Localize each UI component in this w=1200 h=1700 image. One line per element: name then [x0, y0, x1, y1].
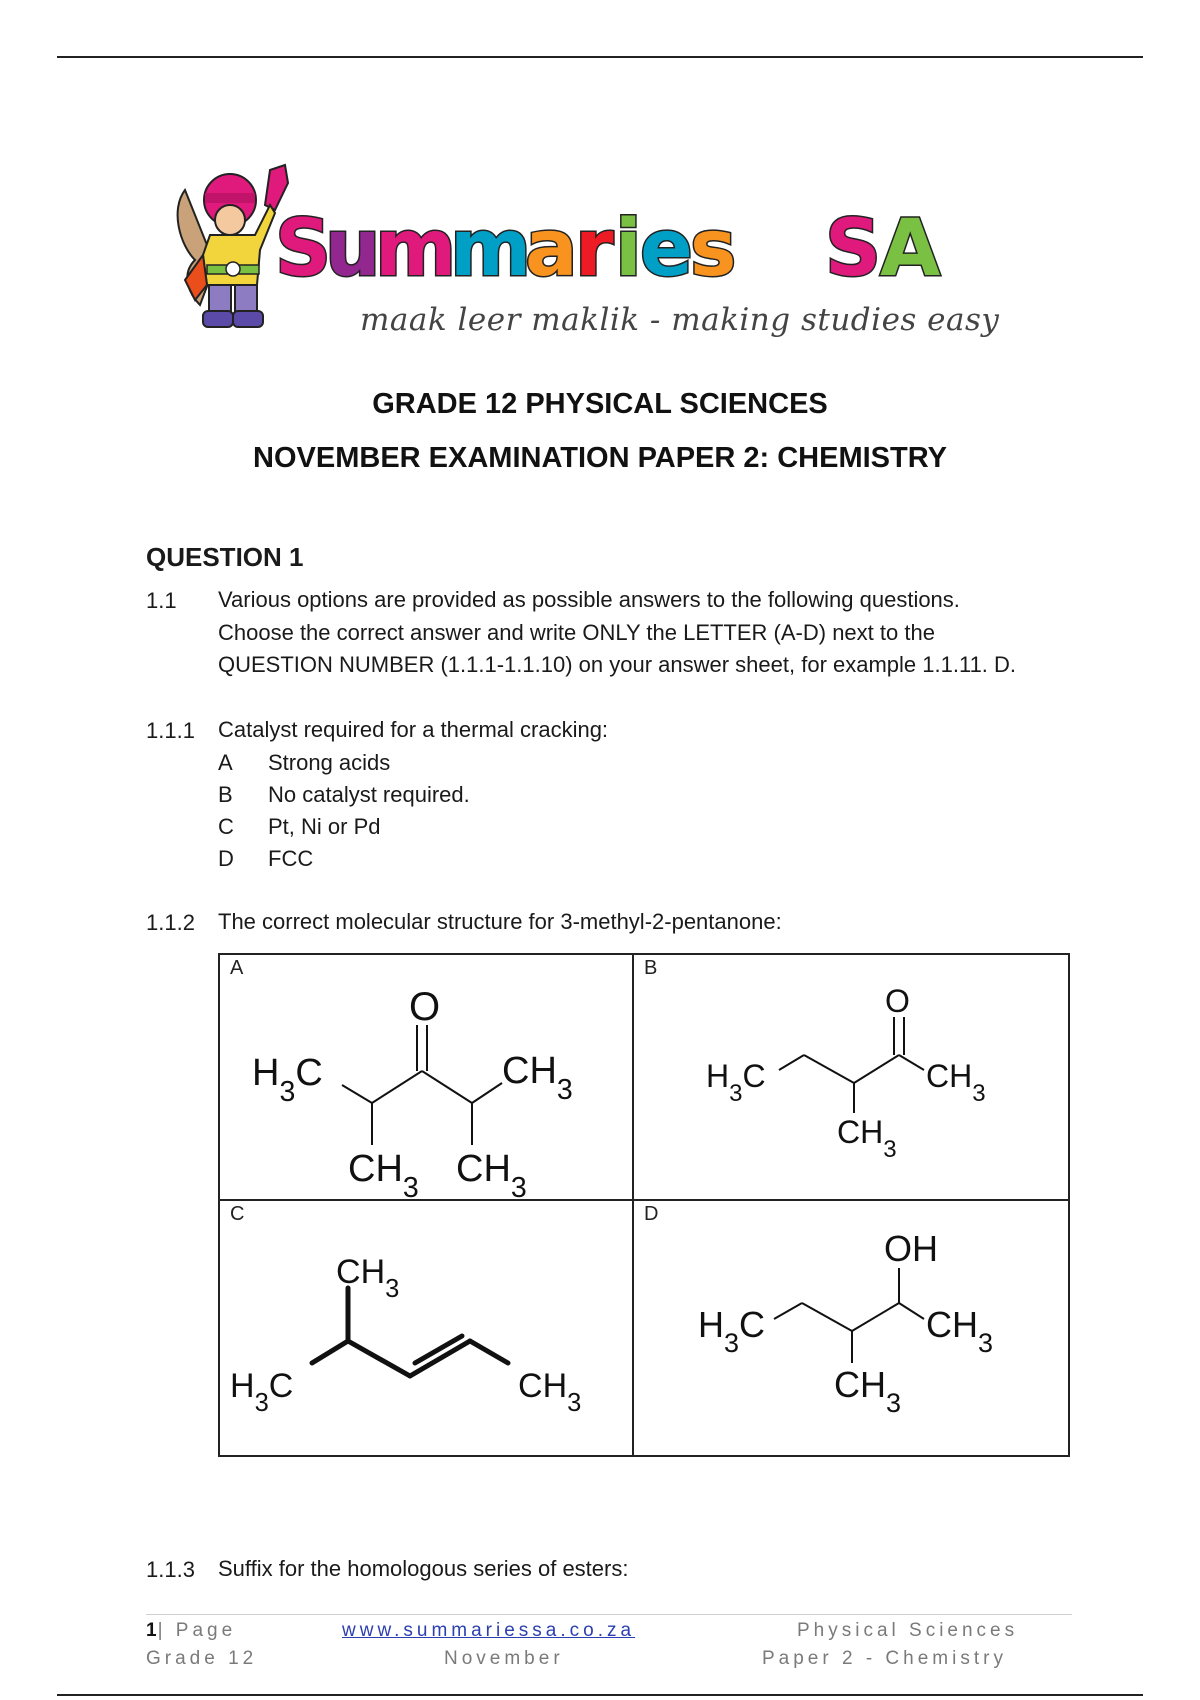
group-label: $CH_3$ [834, 1364, 902, 1418]
svg-text:S: S [825, 204, 882, 294]
website-link[interactable]: www.summariessa.co.za [342, 1620, 636, 1641]
cell-letter: A [230, 957, 244, 979]
group-label: $CH_3$ [926, 1058, 986, 1107]
instruction-line: Choose the correct answer and write ONLY the LETTER (A-D) next to the [218, 619, 935, 645]
group-label: $H_3C$ [706, 1058, 766, 1107]
question-heading: QUESTION 1 [146, 542, 304, 572]
svg-text:u: u [325, 204, 381, 294]
atom-label: OH [884, 1228, 939, 1269]
structure-cell-a [220, 955, 632, 1199]
structure-c-diagram [220, 1201, 632, 1457]
svg-text:e: e [640, 204, 693, 294]
svg-text:A: A [880, 204, 941, 294]
document-subtitle: NOVEMBER EXAMINATION PAPER 2: CHEMISTRY [253, 442, 947, 474]
question-number-1-1-3: 1.1.3 [146, 1557, 195, 1582]
footer-month: November [444, 1648, 564, 1669]
question-instructions [218, 584, 1016, 682]
mascot-image [178, 165, 288, 327]
page-label: | Page [157, 1620, 237, 1641]
cell-letter: B [644, 957, 658, 979]
svg-text:r: r [575, 204, 614, 294]
question-prompt: Suffix for the homologous series of esters: [218, 1556, 629, 1581]
instruction-line: Various options are provided as possible answers to the following questions. [218, 587, 960, 612]
svg-text:m: m [450, 204, 532, 294]
structure-a-diagram [220, 955, 632, 1199]
footer-page [146, 1620, 236, 1642]
structure-options-table [218, 953, 1070, 1457]
svg-text:a: a [525, 204, 578, 294]
question-prompt: The correct molecular structure for 3-methyl-2-pentanone: [218, 909, 782, 934]
group-label: $H_3C$ [698, 1304, 766, 1358]
group-label: $CH_3$ [926, 1304, 994, 1358]
atom-label: O [885, 983, 910, 1019]
footer-website-link[interactable] [342, 1620, 635, 1642]
top-rule [57, 56, 1143, 58]
structure-cell-b [634, 955, 1070, 1199]
option-text: FCC [268, 846, 314, 871]
document-title: GRADE 12 PHYSICAL SCIENCES [372, 388, 828, 420]
structure-b-diagram [634, 955, 1070, 1199]
cell-letter: D [644, 1203, 659, 1225]
footer-divider [146, 1614, 1072, 1615]
group-label: $H_3C$ [252, 1052, 323, 1108]
option-letter: A [218, 750, 233, 775]
instruction-line: QUESTION NUMBER (1.1.1-1.1.10) on your answer sheet, for example 1.1.11. D. [218, 652, 1017, 677]
group-label: $CH_3$ [456, 1148, 527, 1199]
question-number-1-1: 1.1 [146, 588, 177, 613]
footer-grade: Grade 12 [146, 1648, 258, 1669]
group-label: $CH_3$ [837, 1114, 897, 1163]
group-label: $CH_3$ [518, 1367, 582, 1417]
atom-label: O [409, 985, 441, 1029]
group-label: $CH_3$ [502, 1050, 573, 1106]
svg-text:i: i [615, 204, 642, 294]
group-label: $CH_3$ [336, 1253, 400, 1303]
brand-wordmark [275, 204, 940, 294]
footer-subject: Physical Sciences [797, 1620, 1019, 1641]
option-text: Pt, Ni or Pd [268, 814, 381, 839]
question-number-1-1-2: 1.1.2 [146, 910, 195, 935]
option-text: No catalyst required. [268, 782, 470, 807]
group-label: $H_3C$ [230, 1367, 294, 1417]
logo-tagline: maak leer maklik - making studies easy [360, 302, 1000, 338]
footer-paper: Paper 2 - Chemistry [762, 1648, 1007, 1669]
question-number-1-1-1: 1.1.1 [146, 718, 195, 743]
question-prompt: Catalyst required for a thermal cracking: [218, 717, 609, 742]
structure-cell-c [220, 1201, 632, 1457]
svg-text:m: m [375, 204, 457, 294]
bottom-rule [57, 1694, 1143, 1696]
option-letter: C [218, 814, 234, 839]
option-letter: D [218, 846, 234, 871]
cell-letter: C [230, 1203, 245, 1225]
option-text: Strong acids [268, 750, 391, 775]
page-number: 1 [146, 1620, 158, 1641]
structure-d-diagram [634, 1201, 1070, 1457]
option-letter: B [218, 782, 233, 807]
svg-text:S: S [275, 204, 332, 294]
svg-text:s: s [690, 204, 737, 294]
structure-cell-d [634, 1201, 1070, 1457]
group-label: $CH_3$ [348, 1148, 419, 1199]
